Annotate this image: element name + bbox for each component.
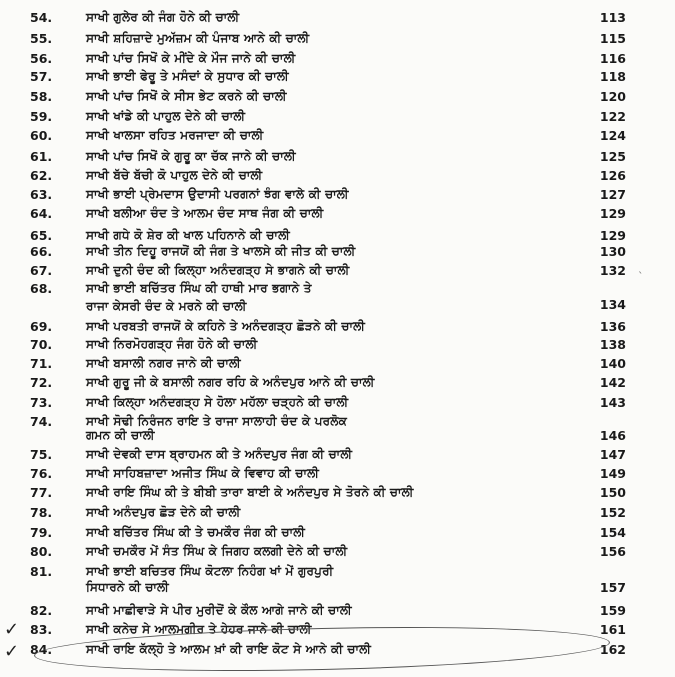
entry-title: ਸਾਖੀ ਚਮਕੌਰ ਮੇਂ ਸੰਤ ਸਿੰਘ ਕੇ ਜਿਗਹ ਕਲਗੀ ਦੇਨੇ ਕੀ ਚਾਲੀ bbox=[86, 544, 348, 558]
entry-page-number: 136 bbox=[599, 319, 626, 334]
entry-title: ਸਾਖੀ ਤੀਨ ਦਿਹੂ ਰਾਜਯੋਂ ਕੀ ਜੰਗ ਤੇ ਖਾਲਸੇ ਕੀ ਜੀਤ ਕੀ ਚਾਲੀ bbox=[86, 244, 356, 258]
entry-title: ਸਾਖੀ ਸੋਢੀ ਨਿਰੰਜਨ ਰਾਇ ਤੇ ਰਾਜਾ ਸਾਲਾਹੀ ਚੰਦ ਕੇ ਪਰਲੋਕ bbox=[86, 414, 347, 428]
entry-number: 75. bbox=[30, 447, 53, 462]
entry-title: ਸਿਧਾਰਨੇ ਕੀ ਚਾਲੀ bbox=[86, 580, 169, 594]
entry-page-number: 125 bbox=[599, 149, 626, 164]
entry-title: ਸਾਖੀ ਸਾਹਿਬਜ਼ਾਦਾ ਅਜੀਤ ਸਿੰਘ ਕੇ ਵਿਵਾਹ ਕੀ ਚਾਲੀ bbox=[86, 466, 320, 480]
entry-page-number: 129 bbox=[599, 228, 626, 243]
entry-page-number: 152 bbox=[599, 505, 626, 520]
entry-title: ਸਾਖੀ ਭਾਈ ਪ੍ਰੇਮਦਾਸ ਉਦਾਸੀ ਪਰਗਨਾਂ ਝੰਗ ਵਾਲੇ ਕੀ ਚਾਲੀ bbox=[86, 187, 349, 201]
entry-number: 67. bbox=[30, 263, 53, 278]
entry-title: ਸਾਖੀ ਭਾਈ ਬਚਿਤਰ ਸਿੰਘ ਕੋਟਲਾ ਨਿਹੰਗ ਖਾਂ ਮੇਂ ਗੁਰਪੁਰੀ bbox=[86, 564, 334, 578]
entry-page-number: 138 bbox=[599, 337, 626, 352]
entry-page-number: 161 bbox=[599, 622, 626, 637]
entry-number: 78. bbox=[30, 505, 53, 520]
entry-number: 71. bbox=[30, 356, 53, 371]
entry-number: 68. bbox=[30, 281, 53, 296]
entry-page-number: 126 bbox=[599, 168, 626, 183]
entry-page-number: 116 bbox=[599, 51, 626, 66]
entry-page-number: 143 bbox=[599, 395, 626, 410]
entry-number: 72. bbox=[30, 375, 53, 390]
entry-page-number: 142 bbox=[599, 375, 626, 390]
entry-title: ਸਾਖੀ ਬੱਚੇ ਬੱਚੀ ਕੋ ਪਾਹੁਲ ਦੇਨੇ ਕੀ ਚਾਲੀ bbox=[86, 168, 263, 182]
entry-page-number: 140 bbox=[599, 356, 626, 371]
entry-number: 63. bbox=[30, 187, 53, 202]
entry-number: 54. bbox=[30, 10, 53, 25]
entry-title: ਸਾਖੀ ਕਨੇਚ ਸੇ ਆਲਮਗੀਰ ਤੇ ਹੇਹਰ ਜਾਨੇ ਕੀ ਚਾਲੀ bbox=[86, 622, 312, 636]
entry-number: 79. bbox=[30, 525, 53, 540]
entry-number: 82. bbox=[30, 603, 53, 618]
entry-title: ਸਾਖੀ ਮਾਛੀਵਾੜੇ ਸੇ ਪੀਰ ਮੁਰੀਦੋਂ ਕੇ ਕੌਲ ਆਗੇ ਜਾਨੇ ਕੀ ਚਾਲੀ bbox=[86, 603, 352, 617]
entry-number: 73. bbox=[30, 395, 53, 410]
entry-page-number: 150 bbox=[599, 485, 626, 500]
entry-number: 81. bbox=[30, 564, 53, 579]
check-mark-83: ✓ bbox=[4, 619, 20, 640]
entry-number: 66. bbox=[30, 244, 53, 259]
entry-number: 58. bbox=[30, 89, 53, 104]
entry-title: ਸਾਖੀ ਪਾਂਚ ਸਿਖੋਂ ਕੇ ਸੀਸ ਭੇਟ ਕਰਨੇ ਕੀ ਚਾਲੀ bbox=[86, 89, 287, 103]
entry-page-number: 154 bbox=[599, 525, 626, 540]
entry-page-number: 146 bbox=[599, 428, 626, 443]
entry-title: ਸਾਖੀ ਦੁਨੀ ਚੰਦ ਕੀ ਕਿਲ੍ਹਾ ਅਨੰਦਗੜ੍ਹ ਸੇ ਭਾਗਨੇ ਕੀ ਚਾਲੀ bbox=[86, 263, 350, 277]
entry-page-number: 124 bbox=[599, 128, 626, 143]
entry-title: ਸਾਖੀ ਬਸਾਲੀ ਨਗਰ ਜਾਨੇ ਕੀ ਚਾਲੀ bbox=[86, 356, 241, 370]
entry-page-number: 113 bbox=[599, 10, 626, 25]
entry-title: ਸਾਖੀ ਭਾਈ ਬਚਿੱਤਰ ਸਿੰਘ ਕੀ ਹਾਥੀ ਮਾਰ ਭਗਾਨੇ ਤੇ bbox=[86, 281, 312, 295]
entry-title: ਸਾਖੀ ਨਿਰਮੋਹਗੜ੍ਹ ਜੰਗ ਹੋਨੇ ਕੀ ਚਾਲੀ bbox=[86, 337, 258, 351]
entry-number: 61. bbox=[30, 149, 53, 164]
entry-page-number: 149 bbox=[599, 466, 626, 481]
entry-page-number: 159 bbox=[599, 603, 626, 618]
entry-title: ਸਾਖੀ ਸ਼ਹਿਜ਼ਾਦੇ ਮੁਅੱਜ਼ਮ ਕੀ ਪੰਜਾਬ ਆਨੇ ਕੀ ਚਾਲੀ bbox=[86, 31, 310, 45]
entry-number: 84. bbox=[30, 642, 53, 657]
entry-number: 56. bbox=[30, 51, 53, 66]
entry-number: 70. bbox=[30, 337, 53, 352]
entry-title: ਸਾਖੀ ਬਲੀਆ ਚੰਦ ਤੇ ਆਲਮ ਚੰਦ ਸਾਥ ਜੰਗ ਕੀ ਚਾਲੀ bbox=[86, 206, 324, 220]
entry-number: 55. bbox=[30, 31, 53, 46]
entry-title: ਸਾਖੀ ਬਚਿੱਤਰ ਸਿੰਘ ਕੀ ਤੇ ਚਮਕੌਰ ਜੰਗ ਕੀ ਚਾਲੀ bbox=[86, 525, 306, 539]
entry-title: ਸਾਖੀ ਪਰਬਤੀ ਰਾਜਯੋਂ ਕੇ ਕਹਿਨੇ ਤੇ ਅਨੰਦਗੜ੍ਹ ਛੋੜਨੇ ਕੀ ਚਾਲੀ bbox=[86, 319, 366, 333]
entry-title: ਸਾਖੀ ਰਾਇ ਕੱਲ੍ਹੋ ਤੇ ਆਲਮ ਖ਼ਾਂ ਕੀ ਰਾਇ ਕੋਟ ਸੇ ਆਨੇ ਕੀ ਚਾਲੀ bbox=[86, 642, 372, 656]
entry-page-number: 118 bbox=[599, 69, 626, 84]
entry-number: 60. bbox=[30, 128, 53, 143]
entry-number: 65. bbox=[30, 228, 53, 243]
entry-page-number: 122 bbox=[599, 109, 626, 124]
entry-title: ਸਾਖੀ ਪਾਂਚ ਸਿਖੋਂ ਕੇ ਗੁਰੂ ਕਾ ਚੱਕ ਜਾਨੇ ਕੀ ਚਾਲੀ bbox=[86, 149, 296, 163]
check-mark-84: ✓ bbox=[4, 641, 20, 662]
entry-title: ਸਾਖੀ ਅਨੰਦਪੁਰ ਛੋੜ ਦੇਨੇ ਕੀ ਚਾਲੀ bbox=[86, 505, 241, 519]
entry-title: ਸਾਖੀ ਦੇਵਕੀ ਦਾਸ ਬ੍ਰਾਹਮਨ ਕੀ ਤੇ ਅਨੰਦਪੁਰ ਜੰਗ ਕੀ ਚਾਲੀ bbox=[86, 447, 353, 461]
entry-number: 74. bbox=[30, 414, 53, 429]
entry-page-number: 134 bbox=[599, 297, 626, 312]
entry-title: ਰਾਜਾ ਕੇਸਰੀ ਚੰਦ ਕੇ ਮਰਨੇ ਕੀ ਚਾਲੀ bbox=[86, 299, 247, 313]
entry-title: ਸਾਖੀ ਖਾਂਡੇ ਕੀ ਪਾਹੁਲ ਦੇਨੇ ਕੀ ਚਾਲੀ bbox=[86, 109, 246, 123]
entry-number: 76. bbox=[30, 466, 53, 481]
entry-page-number: 129 bbox=[599, 206, 626, 221]
entry-page-number: 156 bbox=[599, 544, 626, 559]
entry-number: 69. bbox=[30, 319, 53, 334]
entry-number: 59. bbox=[30, 109, 53, 124]
entry-title: ਗਮਨ ਕੀ ਚਾਲੀ bbox=[86, 428, 155, 442]
entry-page-number: 115 bbox=[599, 31, 626, 46]
entry-title: ਸਾਖੀ ਰਾਇ ਸਿੰਘ ਕੀ ਤੇ ਬੀਬੀ ਤਾਰਾ ਬਾਈ ਕੇ ਅਨੰਦਪੁਰ ਸੇ ਤੋਰਨੇ ਕੀ ਚਾਲੀ bbox=[86, 485, 414, 499]
entry-title: ਸਾਖੀ ਪਾਂਚ ਸਿਖੋਂ ਕੇ ਮੀਂਦੇ ਕੇ ਮੌਜ ਜਾਨੇ ਕੀ ਚਾਲੀ bbox=[86, 51, 296, 65]
entry-title: ਸਾਖੀ ਖਾਲਸਾ ਰਹਿਤ ਮਰਜਾਦਾ ਕੀ ਚਾਲੀ bbox=[86, 128, 264, 142]
entry-page-number: 120 bbox=[599, 89, 626, 104]
entry-title: ਸਾਖੀ ਗੁਲੇਰ ਕੀ ਜੰਗ ਹੋਨੇ ਕੀ ਚਾਲੀ bbox=[86, 10, 240, 24]
entry-page-number: 147 bbox=[599, 447, 626, 462]
entry-page-number: 132 bbox=[599, 263, 626, 278]
entry-number: 80. bbox=[30, 544, 53, 559]
entry-page-number: 157 bbox=[599, 580, 626, 595]
pen-tick-mark: ` bbox=[638, 270, 644, 283]
entry-page-number: 127 bbox=[599, 187, 626, 202]
entry-number: 83. bbox=[30, 622, 53, 637]
entry-number: 77. bbox=[30, 485, 53, 500]
entry-title: ਸਾਖੀ ਗੁਰੂ ਜੀ ਕੇ ਬਸਾਲੀ ਨਗਰ ਰਹਿ ਕੇ ਅਨੰਦਪੁਰ ਆਨੇ ਕੀ ਚਾਲੀ bbox=[86, 375, 375, 389]
entry-number: 57. bbox=[30, 69, 53, 84]
entry-title: ਸਾਖੀ ਗਧੇ ਕੋ ਸ਼ੇਰ ਕੀ ਖਾਲ ਪਹਿਨਾਨੇ ਕੀ ਚਾਲੀ bbox=[86, 228, 290, 242]
entry-page-number: 130 bbox=[599, 244, 626, 259]
entry-title: ਸਾਖੀ ਭਾਈ ਫੇਰੂ ਤੇ ਮਸੰਦਾਂ ਕੇ ਸੁਧਾਰ ਕੀ ਚਾਲੀ bbox=[86, 69, 289, 83]
entry-page-number: 162 bbox=[599, 642, 626, 657]
entry-title: ਸਾਖੀ ਕਿਲ੍ਹਾ ਅਨੰਦਗੜ੍ਹ ਸੇ ਹੋਲਾ ਮਹੱਲਾ ਚੜ੍ਹਨੇ ਕੀ ਚਾਲੀ bbox=[86, 395, 349, 409]
entry-number: 62. bbox=[30, 168, 53, 183]
entry-number: 64. bbox=[30, 206, 53, 221]
